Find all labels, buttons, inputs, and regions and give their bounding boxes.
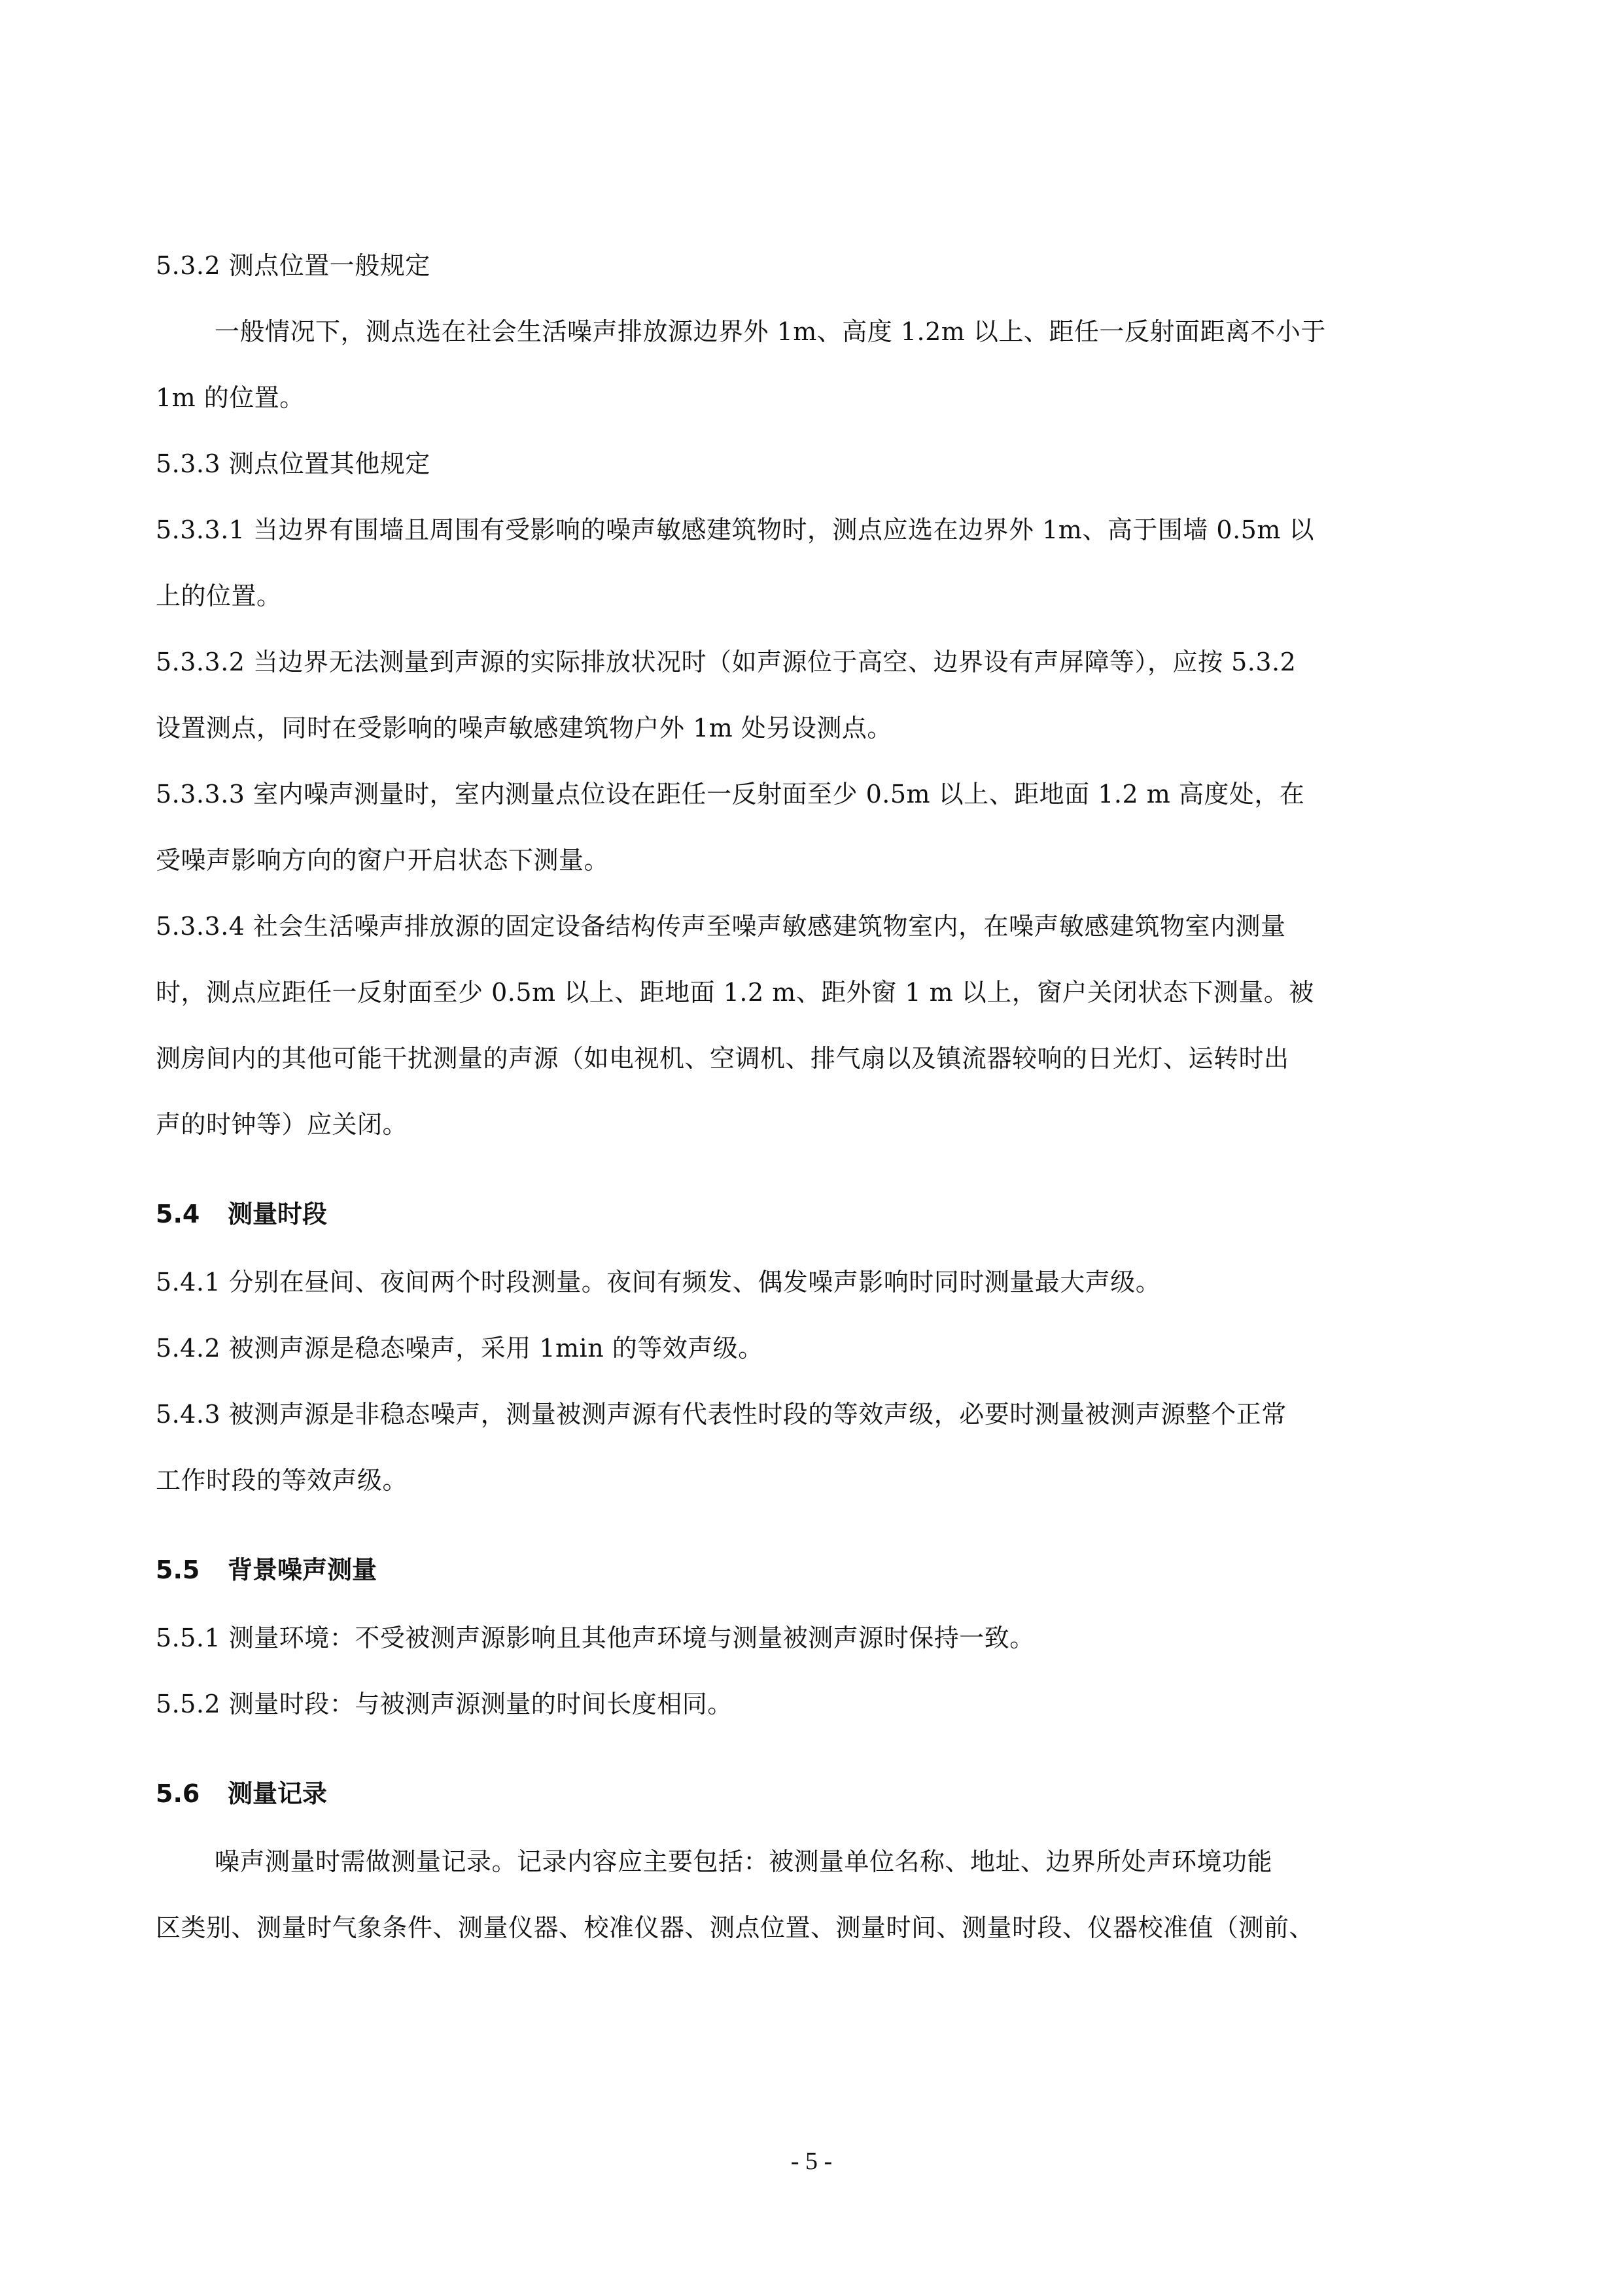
paragraph-line: 1m 的位置。: [156, 383, 305, 412]
section-heading-5-4: [156, 1197, 1438, 1231]
paragraph-line: 上的位置。: [156, 582, 282, 610]
section-title: 背景噪声测量: [228, 1556, 377, 1584]
paragraph-5-3-3-1: [156, 513, 1438, 613]
paragraph-line: 时，测点应距任一反射面至少 0.5m 以上、距地面 1.2 m、距外窗 1 m 以上，窗户关闭状态下测量。被: [156, 978, 1314, 1007]
page-content: [156, 249, 1438, 1945]
section-number: 5.5: [156, 1556, 200, 1584]
paragraph-line: 工作时段的等效声级。: [156, 1466, 408, 1495]
section-heading-5-6: [156, 1777, 1438, 1811]
paragraph-line: 区类别、测量时气象条件、测量仪器、校准仪器、测点位置、测量时间、测量时段、仪器校准值（测前、: [156, 1913, 1315, 1942]
paragraph-line: 5.3.3.2 当边界无法测量到声源的实际排放状况时（如声源位于高空、边界设有声屏障等），应按 5.3.2: [156, 648, 1297, 676]
paragraph-line: 5.3.3.1 当边界有围墙且周围有受影响的噪声敏感建筑物时，测点应选在边界外 1m、高于围墙 0.5m 以: [156, 515, 1314, 544]
paragraph-line: 受噪声影响方向的窗户开启状态下测量。: [156, 846, 610, 875]
paragraph-5-4-3: [156, 1397, 1438, 1497]
paragraph-line: 噪声测量时需做测量记录。记录内容应主要包括：被测量单位名称、地址、边界所处声环境功能: [215, 1847, 1273, 1876]
section-title: 测量时段: [228, 1200, 328, 1228]
subsection-title-5-3-3: 5.3.3 测点位置其他规定: [156, 449, 430, 478]
paragraph-line: 5.3.3.4 社会生活噪声排放源的固定设备结构传声至噪声敏感建筑物室内，在噪声敏感建筑物室内测量: [156, 912, 1286, 941]
section-number: 5.6: [156, 1779, 200, 1808]
paragraph-line: 设置测点，同时在受影响的噪声敏感建筑物户外 1m 处另设测点。: [156, 714, 892, 742]
paragraph-5-5-2: 5.5.2 测量时段：与被测声源测量的时间长度相同。: [156, 1690, 733, 1718]
paragraph-5-3-3-3: [156, 777, 1438, 877]
paragraph-line: 5.4.3 被测声源是非稳态噪声，测量被测声源有代表性时段的等效声级，必要时测量被测声源整个正常: [156, 1400, 1287, 1429]
paragraph-line: 5.3.3.3 室内噪声测量时，室内测量点位设在距任一反射面至少 0.5m 以上、距地面 1.2 m 高度处，在: [156, 780, 1305, 809]
subsection-title-5-3-2: 5.3.2 测点位置一般规定: [156, 251, 430, 280]
paragraph-line: 测房间内的其他可能干扰测量的声源（如电视机、空调机、排气扇以及镇流器较响的日光灯、运转时出: [156, 1044, 1289, 1073]
paragraph-5-4-1: 5.4.1 分别在昼间、夜间两个时段测量。夜间有频发、偶发噪声影响时同时测量最大声级。: [156, 1268, 1161, 1296]
paragraph-line: 一般情况下，测点选在社会生活噪声排放源边界外 1m、高度 1.2m 以上、距任一反射面距离不小于: [215, 317, 1326, 346]
section-title: 测量记录: [228, 1779, 328, 1808]
paragraph-5-3-3-2: [156, 645, 1438, 745]
paragraph-5-4-2: 5.4.2 被测声源是稳态噪声，采用 1min 的等效声级。: [156, 1334, 763, 1363]
paragraph-5-5-1: 5.5.1 测量环境：不受被测声源影响且其他声环境与测量被测声源时保持一致。: [156, 1624, 1035, 1652]
paragraph-line: 声的时钟等）应关闭。: [156, 1110, 408, 1139]
section-number: 5.4: [156, 1200, 200, 1228]
section-heading-5-5: [156, 1553, 1438, 1587]
paragraph-5-3-2: [156, 315, 1438, 415]
page-number: - 5 -: [790, 2148, 833, 2175]
paragraph-5-3-3-4: [156, 909, 1438, 1141]
paragraph-5-6: [156, 1845, 1438, 1945]
